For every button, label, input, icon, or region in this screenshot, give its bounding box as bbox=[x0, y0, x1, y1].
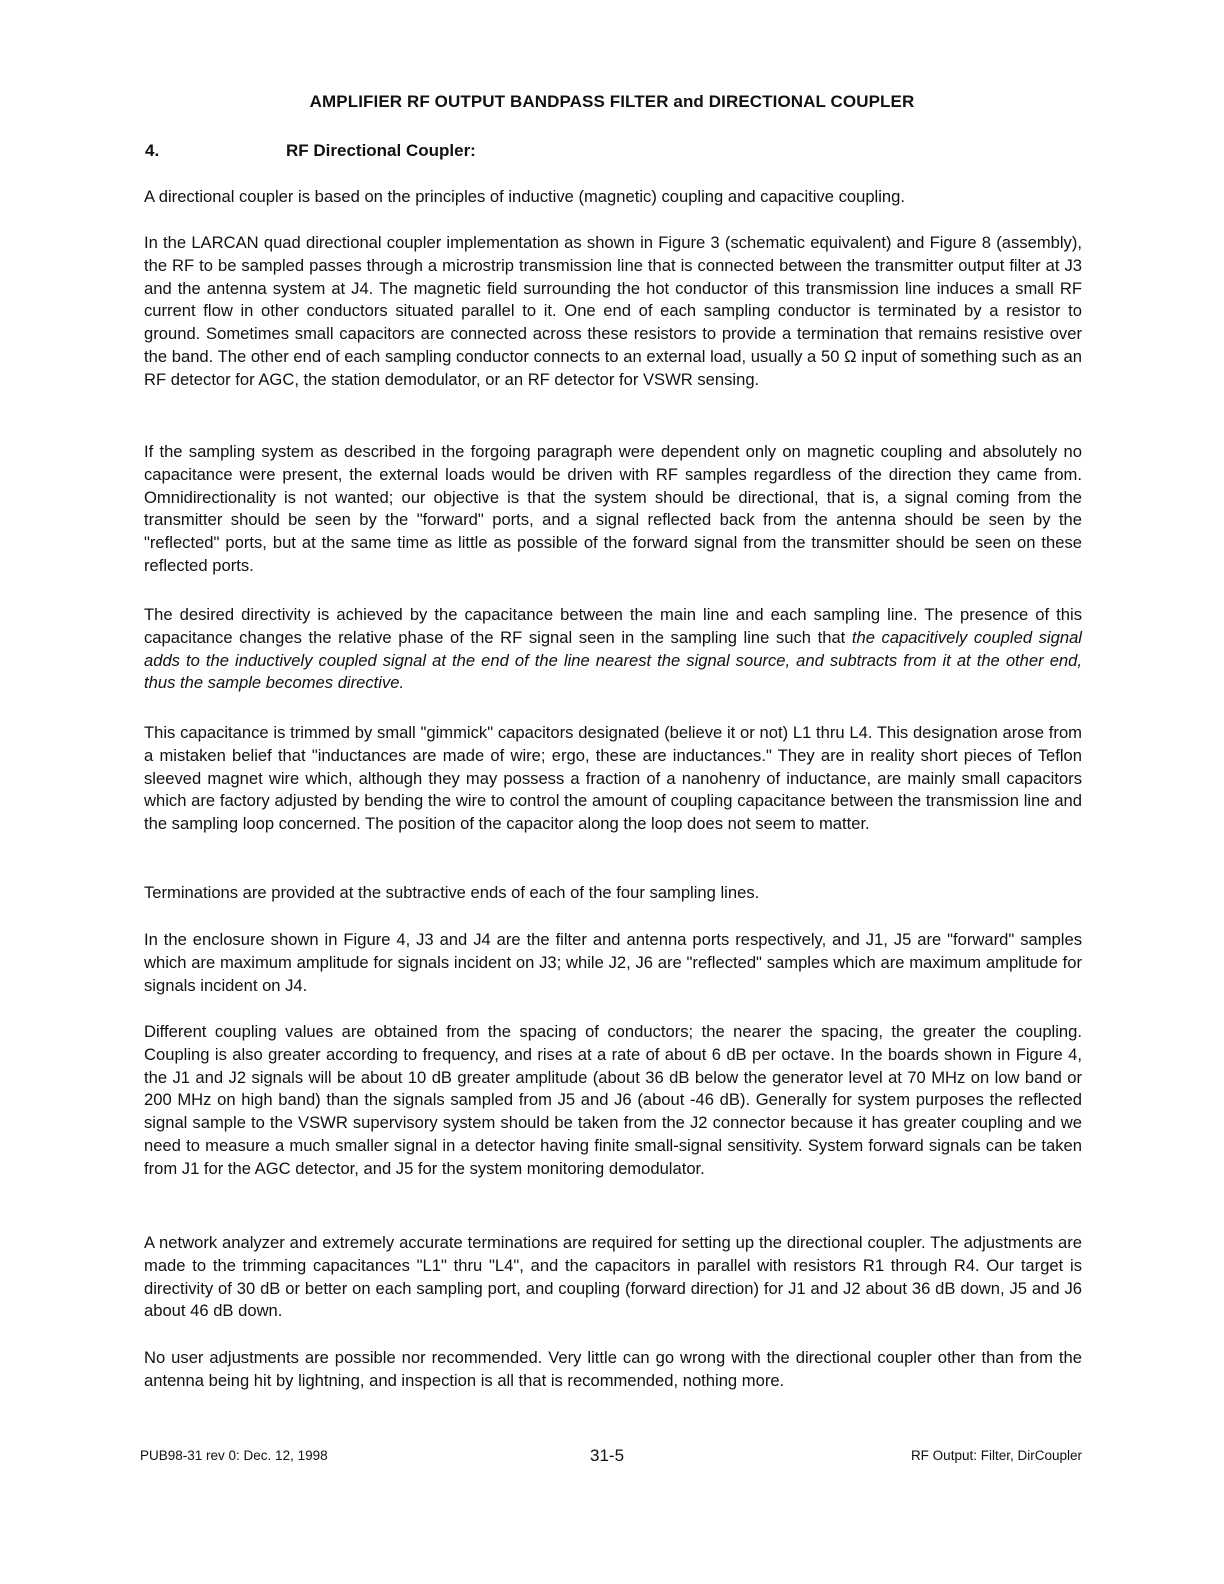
paragraph-4-text: The desired directivity is achieved by the capacitance between the main line and each sampling line. The presence of this capacitance changes the relative phase of the RF signal seen in the sampling line such that bbox=[144, 605, 1082, 647]
paragraph-6: Terminations are provided at the subtractive ends of each of the four sampling lines. bbox=[144, 883, 760, 902]
paragraph-4 bbox=[144, 604, 1082, 695]
paragraph-5: This capacitance is trimmed by small "gimmick" capacitors designated (believe it or not) L1 thru L4. This designation arose from a mistaken belief that "inductances are made of wire; ergo, these are inductances." They are in reality short pieces of Teflon sleeved magnet wire which, although they may possess a fraction of a nanohenry of inductance, are mainly small capacitors which are factory adjusted by bending the wire to control the amount of coupling capacitance between the transmission line and the sampling loop concerned. The position of the capacitor along the loop does not seem to matter. bbox=[144, 723, 1082, 834]
section-title: RF Directional Coupler: bbox=[286, 141, 476, 160]
paragraph-4-emphasis: the capacitively coupled signal adds to the inductively coupled signal at the end of the line nearest the signal source, and subtracts from it at the other end, thus the sample becomes directive. bbox=[144, 627, 1082, 693]
page-number: 31-5 bbox=[590, 1446, 625, 1465]
paragraph-8: Different coupling values are obtained from the spacing of conductors; the nearer the spacing, the greater the coupling. Coupling is also greater according to frequency, and rises at a rate of about 6 dB per octave. In the boards shown in Figure 4, the J1 and J2 signals will be about 10 dB greater amplitude (about 36 dB below the generator level at 70 MHz on low band or 200 MHz on high band) than the signals sampled from J5 and J6 (about -46 dB). Generally for system purposes the reflected signal sample to the VSWR supervisory system should be taken from the J2 connector because it has greater coupling and we need to measure a much smaller signal in a detector having finite small-signal sensitivity. System forward signals can be taken from J1 for the AGC detector, and J5 for the system monitoring demodulator. bbox=[144, 1022, 1082, 1178]
section-number: 4. bbox=[145, 141, 160, 160]
page-title: AMPLIFIER RF OUTPUT BANDPASS FILTER and DIRECTIONAL COUPLER bbox=[309, 92, 915, 111]
paragraph-3: If the sampling system as described in the forgoing paragraph were dependent only on magnetic coupling and absolutely no capacitance were present, the external loads would be driven with RF samples regardless of the direction they came from. Omnidirectionality is not wanted; our objective is that the system should be directional, that is, a signal coming from the transmitter should be seen by the "forward" ports, and a signal reflected back from the antenna should be seen by the "reflected" ports, but at the same time as little as possible of the forward signal from the transmitter should be seen on these reflected ports. bbox=[144, 442, 1082, 575]
paragraph-1: A directional coupler is based on the principles of inductive (magnetic) coupling and capacitive coupling. bbox=[144, 187, 905, 206]
paragraph-9: A network analyzer and extremely accurate terminations are required for setting up the directional coupler. The adjustments are made to the trimming capacitances "L1" thru "L4", and the capacitors in parallel with resistors R1 through R4. Our target is directivity of 30 dB or better on each sampling port, and coupling (forward direction) for J1 and J2 about 36 dB down, J5 and J6 about 46 dB down. bbox=[144, 1233, 1082, 1321]
paragraph-10: No user adjustments are possible nor recommended. Very little can go wrong with the directional coupler other than from the antenna being hit by lightning, and inspection is all that is recommended, nothing more. bbox=[144, 1348, 1082, 1390]
footer-publication: PUB98-31 rev 0: Dec. 12, 1998 bbox=[140, 1448, 328, 1463]
paragraph-2: In the LARCAN quad directional coupler implementation as shown in Figure 3 (schematic equivalent) and Figure 8 (assembly), the RF to be sampled passes through a microstrip transmission line that is connected between the transmitter output filter at J3 and the antenna system at J4. The magnetic field surrounding the hot conductor of this transmission line induces a small RF current flow in other conductors situated parallel to it. One end of each sampling conductor is terminated by a resistor to ground. Sometimes small capacitors are connected across these resistors to provide a termination that remains resistive over the band. The other end of each sampling conductor connects to an external load, usually a 50 Ω input of something such as an RF detector for AGC, the station demodulator, or an RF detector for VSWR sensing. bbox=[144, 233, 1082, 389]
section-heading bbox=[145, 141, 476, 161]
footer-section-name: RF Output: Filter, DirCoupler bbox=[910, 1448, 1082, 1463]
paragraph-7: In the enclosure shown in Figure 4, J3 and J4 are the filter and antenna ports respectively, and J1, J5 are "forward" samples which are maximum amplitude for signals incident on J3; while J2, J6 are "reflected" samples which are maximum amplitude for signals incident on J4. bbox=[144, 930, 1082, 995]
